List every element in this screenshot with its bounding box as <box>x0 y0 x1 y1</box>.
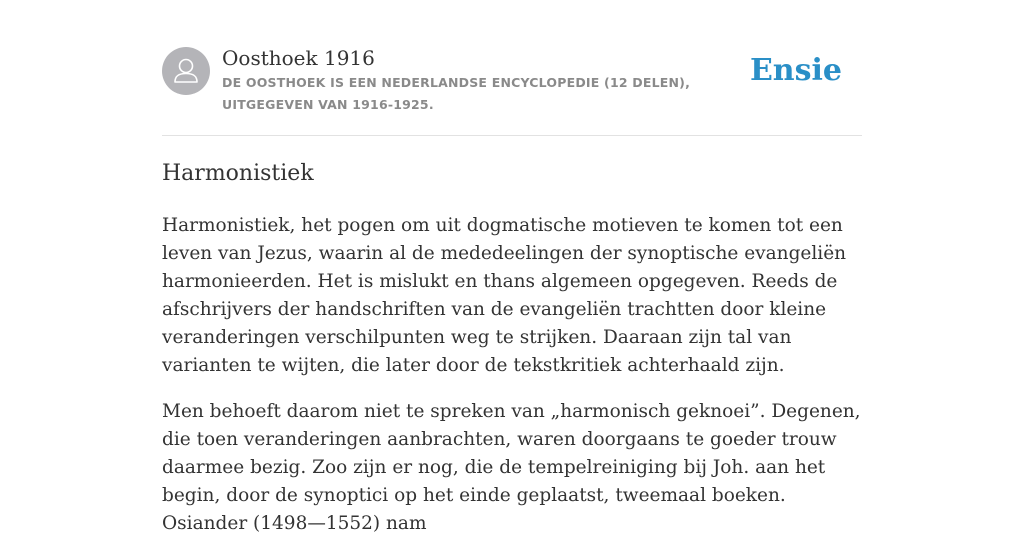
article-paragraph: Men behoeft daarom niet te spreken van „harmonisch geknoei”. Degenen, die toen veranderingen aanbrachten, waren doorgaans te goeder trouw daarmee bezig. Zoo zijn er nog, die de tempelreiniging bij Joh. aan het begin, door de synoptici op het einde geplaatst, tweemaal boeken. Osiander (1498—1552) nam <box>162 401 861 534</box>
article-headword: Harmonistiek <box>162 161 314 186</box>
article-paragraph: Harmonistiek, het pogen om uit dogmatische motieven te komen tot een leven van Jezus, waarin al de mededeelingen der synoptische evangeliën harmonieerden. Het is mislukt en thans algemeen opgegeven. Reeds de afschrijvers der handschriften van de evangeliën trachtten door kleine veranderingen verschilpunten weg te strijken. Daaraan zijn tal van varianten te wijten, die later door de tekstkritiek achterhaald zijn. <box>162 215 847 376</box>
source-description: DE OOSTHOEK IS EEN NEDERLANDSE ENCYCLOPEDIE (12 DELEN), UITGEGEVEN VAN 1916-1925. <box>222 75 691 112</box>
source-title[interactable]: Oosthoek 1916 <box>222 46 375 70</box>
ensie-logo-link[interactable]: Ensie <box>749 53 842 88</box>
header-divider <box>162 135 862 136</box>
source-header <box>162 46 862 116</box>
article <box>162 158 862 538</box>
user-avatar-icon[interactable] <box>162 47 210 95</box>
